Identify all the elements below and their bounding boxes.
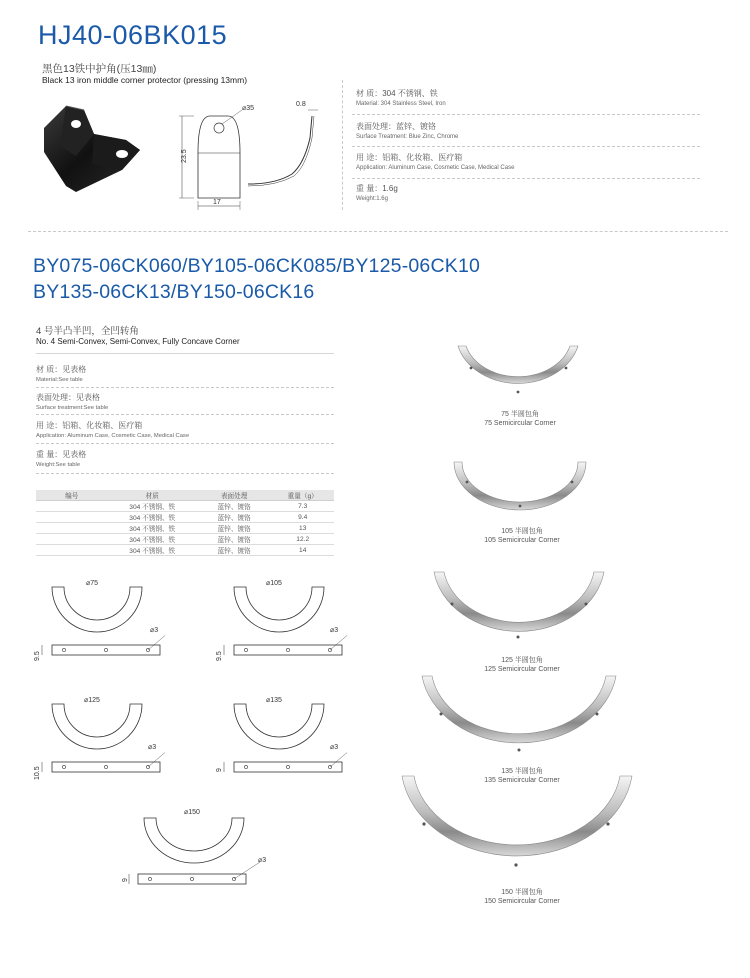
- drawing-150-hole: ⌀3: [258, 857, 267, 864]
- drawing-75-hole: ⌀3: [150, 627, 159, 634]
- photo-135: [422, 676, 616, 752]
- table-header: 表面处理: [197, 490, 272, 501]
- drawing-150-dia: ⌀150: [184, 809, 200, 816]
- product2-code-line2: BY135-06CK13/BY150-06CK16: [33, 281, 315, 303]
- dim-diameter: ⌀35: [242, 105, 255, 112]
- product2-name-cn: 4 号半凸半凹，全凹转角: [36, 326, 139, 337]
- photo-75: [458, 346, 578, 393]
- photo-75-caption-cn: 75 半圆包角: [501, 411, 539, 418]
- table-cell: 304 不锈钢、铁: [108, 545, 197, 556]
- table-cell: 9.4: [271, 512, 334, 523]
- photo-75-caption: [460, 410, 580, 428]
- table-cell: 7.3: [271, 501, 334, 512]
- drawing-75-h: 9.5: [34, 651, 41, 661]
- drawing-105-hole: ⌀3: [330, 627, 339, 634]
- photo-105-caption-en: 105 Semicircular Corner: [484, 537, 560, 544]
- product2-code-line1: BY075-06CK060/BY105-06CK085/BY125-06CK10: [33, 255, 481, 277]
- spec2-surface-en: Surface treatment:See table: [36, 405, 109, 411]
- table-cell: 304 不锈钢、铁: [108, 523, 197, 534]
- drawing-105-h: 9.5: [216, 651, 223, 661]
- table-cell: 304 不锈钢、铁: [108, 501, 197, 512]
- spec2-weight-en: Weight:See table: [36, 462, 81, 468]
- spec-weight-en: Weight:1.6g: [356, 196, 388, 202]
- table-header: 编号: [36, 490, 108, 501]
- product1-name-cn: 黑色13铁中护角(压13㎜): [42, 63, 157, 75]
- spec2-application-cn: 用 途：铝箱、化妆箱、医疗箱: [36, 421, 143, 430]
- spec2-surface-cn: 表面处理：见表格: [36, 393, 100, 402]
- spec-weight-cn: 重 量：1.6g: [356, 184, 398, 193]
- photo-135-caption-en: 135 Semicircular Corner: [484, 777, 560, 784]
- table-cell: 14: [271, 545, 334, 556]
- dim-width: 17: [213, 199, 221, 206]
- dim-height: 23.5: [181, 149, 188, 163]
- drawing-135-dia: ⌀135: [266, 697, 282, 704]
- table-cell: 蓝锌、镀铬: [197, 523, 272, 534]
- drawing-150-h: 9: [122, 878, 129, 882]
- table-header: 重量（g）: [271, 490, 334, 501]
- table-cell: 蓝锌、镀铬: [197, 501, 272, 512]
- spec2-weight-cn: 重 量：见表格: [36, 450, 87, 459]
- drawing-135-hole: ⌀3: [330, 744, 339, 751]
- table-cell: 13: [271, 523, 334, 534]
- photo-150-caption-cn: 150 半圆包角: [501, 889, 543, 896]
- drawing-75-dia: ⌀75: [86, 580, 99, 587]
- spec-surface-cn: 表面处理：蓝锌、镀铬: [356, 122, 436, 131]
- table-cell: 蓝锌、镀铬: [197, 545, 272, 556]
- drawing-125-h: 10.5: [34, 766, 41, 780]
- photo-105-caption-cn: 105 半圆包角: [501, 528, 543, 535]
- photo-75-caption-en: 75 Semicircular Corner: [484, 420, 556, 427]
- product1-code: HJ40-06BK015: [38, 20, 228, 50]
- spec-application-cn: 用 途：铝箱、化妆箱、医疗箱: [356, 153, 463, 162]
- photo-105-caption: [462, 527, 582, 545]
- spec-application-en: Application: Aluminum Case, Cosmetic Case, Medical Case: [356, 165, 515, 171]
- drawing-135-h: 9: [216, 768, 223, 772]
- drawing-125-hole: ⌀3: [148, 744, 157, 751]
- table-cell: 蓝锌、镀铬: [197, 534, 272, 545]
- product1-name-en: Black 13 iron middle corner protector (pressing 13mm): [42, 75, 248, 85]
- photo-125-caption: [462, 656, 582, 674]
- spec2-material-en: Material:See table: [36, 377, 83, 383]
- table-cell: 304 不锈钢、铁: [108, 534, 197, 545]
- photo-125: [434, 572, 604, 639]
- product2-name-en: No. 4 Semi-Convex, Semi-Convex, Fully Concave Corner: [36, 337, 240, 346]
- photo-125-caption-en: 125 Semicircular Corner: [484, 666, 560, 673]
- spec-material-cn: 材 质：304 不锈钢、铁: [356, 89, 438, 98]
- dim-thickness: 0.8: [296, 101, 306, 108]
- photo-135-caption: [462, 767, 582, 785]
- table-header: 材质: [108, 490, 197, 501]
- table-cell: 蓝锌、镀铬: [197, 512, 272, 523]
- photo-150-caption-en: 150 Semicircular Corner: [484, 898, 560, 905]
- photo-150: [402, 776, 632, 867]
- spec-material-en: Material: 304 Stainless Steel, Iron: [356, 101, 446, 107]
- drawing-105-dia: ⌀105: [266, 580, 282, 587]
- spec2-application-en: Application: Aluminum Case, Cosmetic Case, Medical Case: [36, 433, 190, 439]
- drawing-125-dia: ⌀125: [84, 697, 100, 704]
- spec2-material-cn: 材 质：见表格: [36, 365, 87, 374]
- photo-150-caption: [462, 888, 582, 906]
- photo-105: [454, 462, 586, 510]
- photo-135-caption-cn: 135 半圆包角: [501, 768, 543, 775]
- spec-surface-en: Surface Treatment: Blue Zinc, Chrome: [356, 134, 459, 140]
- photo-125-caption-cn: 125 半圆包角: [501, 657, 543, 664]
- table-cell: 12.2: [271, 534, 334, 545]
- table-cell: 304 不锈钢、铁: [108, 512, 197, 523]
